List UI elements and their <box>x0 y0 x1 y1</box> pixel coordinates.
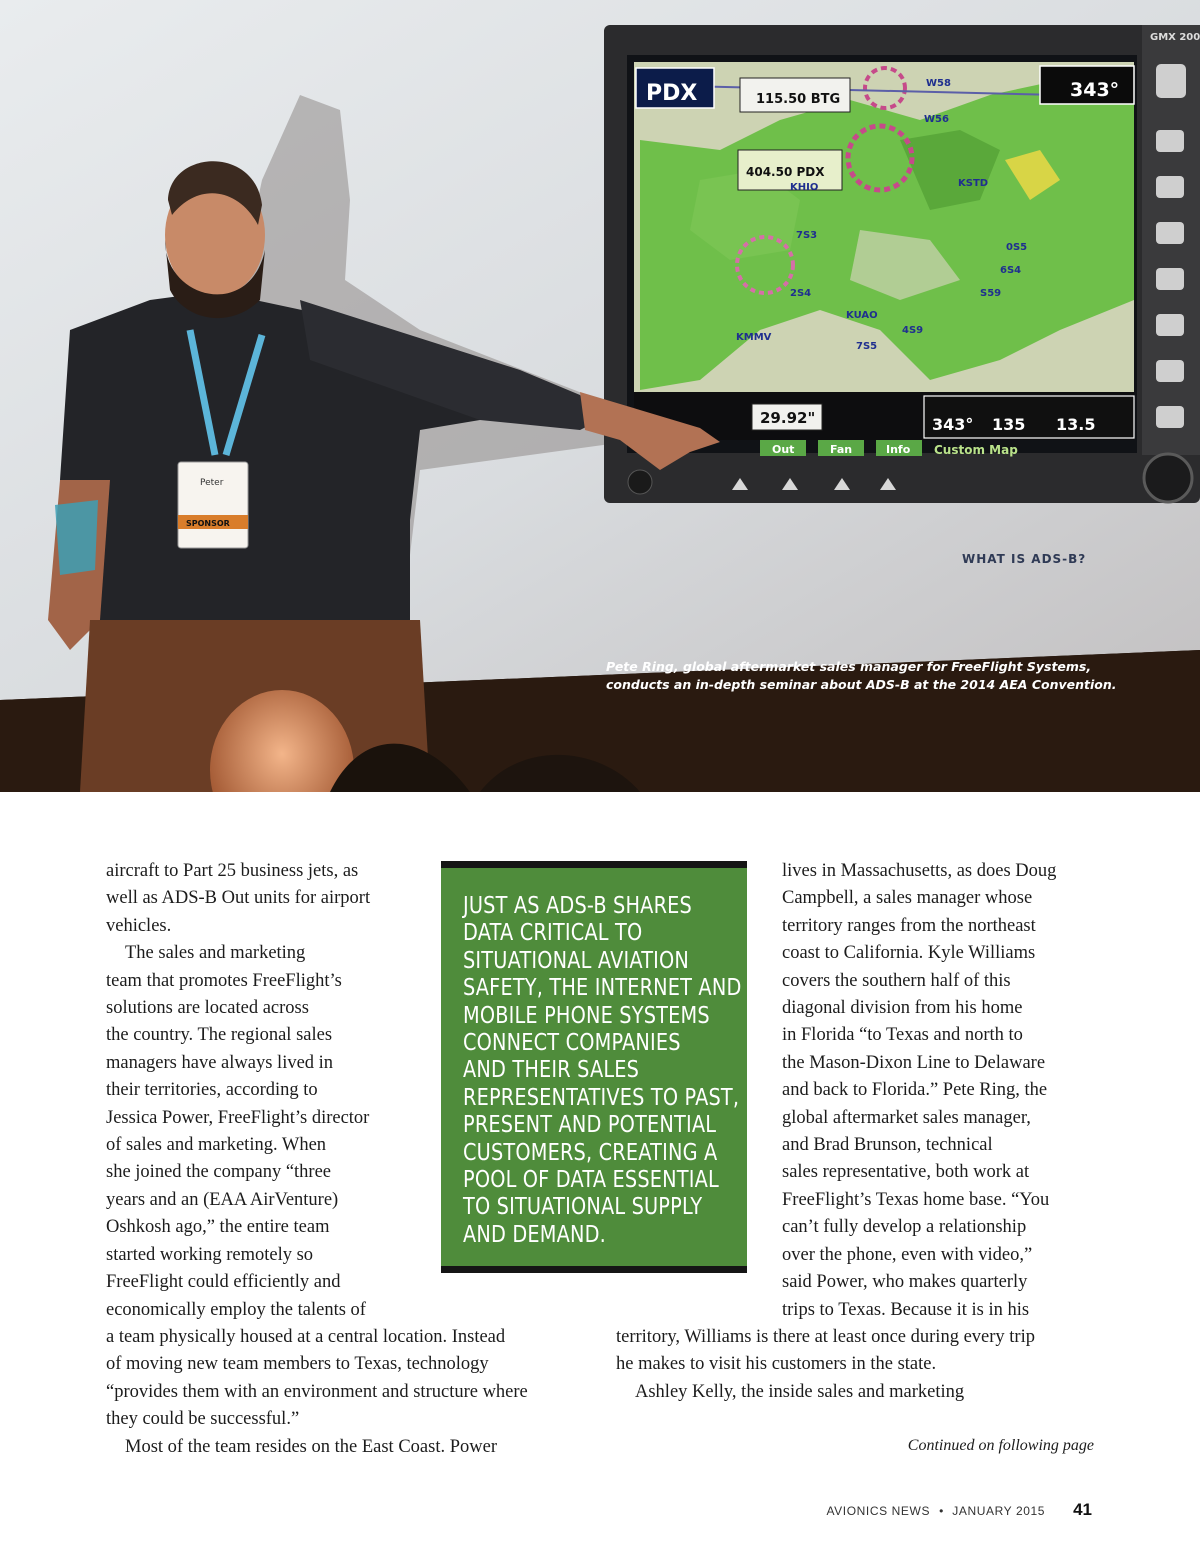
svg-text:W58: W58 <box>926 78 951 89</box>
body-line: and back to Florida.” Pete Ring, the <box>782 1080 1048 1101</box>
svg-text:S59: S59 <box>980 288 1002 299</box>
body-line: a team physically housed at a central location. Instead <box>106 1326 506 1347</box>
body-line: The sales and marketing <box>125 943 306 964</box>
page-number: 41 <box>1073 1500 1092 1519</box>
body-line: trips to Texas. Because it is in his <box>782 1299 1030 1320</box>
body-line: years and an (EAA AirVenture) <box>106 1189 339 1210</box>
body-line: started working remotely so <box>106 1244 314 1265</box>
body-line: global aftermarket sales manager, <box>782 1107 1031 1128</box>
pull-quote-line: SITUATIONAL AVIATION <box>463 947 690 974</box>
article-column-right-lower <box>616 1324 1035 1406</box>
pull-quote-line: AND THEIR SALES <box>463 1057 640 1084</box>
baro-setting: 29.92" <box>760 409 816 427</box>
article-column-right-upper <box>782 858 1056 1324</box>
pull-quote-line: AND DEMAND. <box>463 1221 606 1248</box>
body-line: covers the southern half of this <box>782 970 1011 991</box>
pull-quote-line: CONNECT COMPANIES <box>463 1030 681 1057</box>
map-mode-label: Custom Map <box>934 443 1018 457</box>
continued-note: Continued on following page <box>907 1437 1094 1454</box>
badge-ribbon: SPONSOR <box>186 519 230 528</box>
body-line: FreeFlight could efficiently and <box>106 1272 341 1293</box>
pull-quote-line: PRESENT AND POTENTIAL <box>463 1112 717 1139</box>
caption-line: Pete Ring, global aftermarket sales manager for FreeFlight Systems, <box>606 659 1092 674</box>
softkey-fan: Fan <box>830 443 853 456</box>
body-line: lives in Massachusetts, as does Doug <box>782 861 1057 881</box>
com-frequency: 115.50 BTG <box>756 92 841 107</box>
footer-bullet: • <box>939 1504 944 1518</box>
body-line: can’t fully develop a relationship <box>782 1217 1027 1238</box>
pull-quote-line: REPRESENTATIVES TO PAST, <box>463 1084 740 1111</box>
body-line: diagonal division from his home <box>782 998 1023 1019</box>
body-line: the country. The regional sales <box>106 1025 333 1046</box>
badge-name: Peter <box>200 478 224 488</box>
nav-frequency: 404.50 PDX <box>746 165 825 179</box>
pull-quote-line: DATA CRITICAL TO <box>463 920 643 947</box>
body-line: and Brad Brunson, technical <box>782 1135 993 1156</box>
softkey-info: Info <box>886 443 911 456</box>
body-line: Most of the team resides on the East Coast. Power <box>125 1436 497 1457</box>
body-line: their territories, according to <box>106 1080 318 1101</box>
body-line: managers have always lived in <box>106 1052 334 1073</box>
device-model: GMX 200 <box>1150 32 1200 43</box>
body-line: aircraft to Part 25 business jets, as <box>106 861 359 881</box>
body-line: well as ADS-B Out units for airport <box>106 888 371 909</box>
svg-text:W56: W56 <box>924 114 949 125</box>
svg-text:KUAO: KUAO <box>846 310 878 321</box>
pull-quote-line: SAFETY, THE INTERNET AND <box>463 975 742 1002</box>
body-line: of moving new team members to Texas, technology <box>106 1354 489 1375</box>
body-line: Campbell, a sales manager whose <box>782 888 1033 909</box>
body-line: FreeFlight’s Texas home base. “You <box>782 1189 1050 1210</box>
waypoint-readout: PDX <box>646 81 698 106</box>
publication-name: AVIONICS NEWS <box>826 1504 931 1518</box>
body-line: in Florida “to Texas and north to <box>782 1025 1023 1046</box>
pull-quote-line: JUST AS ADS-B SHARES <box>463 893 692 919</box>
body-line: the Mason-Dixon Line to Delaware <box>782 1052 1046 1073</box>
body-line: vehicles. <box>106 915 172 936</box>
body-line: Jessica Power, FreeFlight’s director <box>106 1107 370 1128</box>
photo-caption <box>606 658 1186 694</box>
svg-text:7S5: 7S5 <box>856 341 878 352</box>
svg-text:KSTD: KSTD <box>958 178 989 189</box>
pull-quote-line: TO SITUATIONAL SUPPLY <box>463 1194 703 1221</box>
body-line: he makes to visit his customers in the state. <box>616 1354 937 1375</box>
body-line: territory, Williams is there at least once during every trip <box>616 1327 1035 1347</box>
bearing-readout: 343° <box>1070 79 1120 101</box>
track-readout: 343° <box>932 415 974 434</box>
body-line: territory ranges from the northeast <box>782 915 1036 936</box>
caption-line: conducts an in-depth seminar about ADS-B at the 2014 AEA Convention. <box>606 677 1117 692</box>
body-line: sales representative, both work at <box>782 1162 1030 1183</box>
softkey-out: Out <box>772 443 795 456</box>
body-line: she joined the company “three <box>106 1162 331 1183</box>
body-line: of sales and marketing. When <box>106 1135 327 1156</box>
body-line: “provides them with an environment and structure where <box>106 1381 528 1402</box>
issue-date: JANUARY 2015 <box>952 1504 1046 1518</box>
pull-quote <box>441 861 747 1273</box>
pull-quote-line: CUSTOMERS, CREATING A <box>463 1139 718 1166</box>
svg-text:KHIO: KHIO <box>790 182 819 193</box>
svg-text:2S4: 2S4 <box>790 288 812 299</box>
body-line: Oshkosh ago,” the entire team <box>106 1217 330 1238</box>
body-line: team that promotes FreeFlight’s <box>106 970 342 991</box>
svg-text:4S9: 4S9 <box>902 325 924 336</box>
body-line: coast to California. Kyle Williams <box>782 943 1036 964</box>
body-line: over the phone, even with video,” <box>782 1244 1033 1265</box>
body-line: solutions are located across <box>106 998 309 1019</box>
svg-text:6S4: 6S4 <box>1000 265 1022 276</box>
pull-quote-line: MOBILE PHONE SYSTEMS <box>463 1002 710 1029</box>
course-readout: 135 <box>992 415 1026 434</box>
body-line: economically employ the talents of <box>106 1299 366 1320</box>
body-line: Ashley Kelly, the inside sales and marketing <box>635 1381 965 1402</box>
svg-text:7S3: 7S3 <box>796 230 818 241</box>
pull-quote-line: POOL OF DATA ESSENTIAL <box>463 1167 719 1194</box>
body-line: said Power, who makes quarterly <box>782 1272 1028 1293</box>
page-footer <box>826 1500 1092 1520</box>
svg-text:0S5: 0S5 <box>1006 242 1028 253</box>
slide-title: WHAT IS ADS-B? <box>962 552 1087 566</box>
distance-readout: 13.5 <box>1056 415 1096 434</box>
body-line: they could be successful.” <box>106 1409 300 1430</box>
svg-text:KMMV: KMMV <box>736 332 772 343</box>
